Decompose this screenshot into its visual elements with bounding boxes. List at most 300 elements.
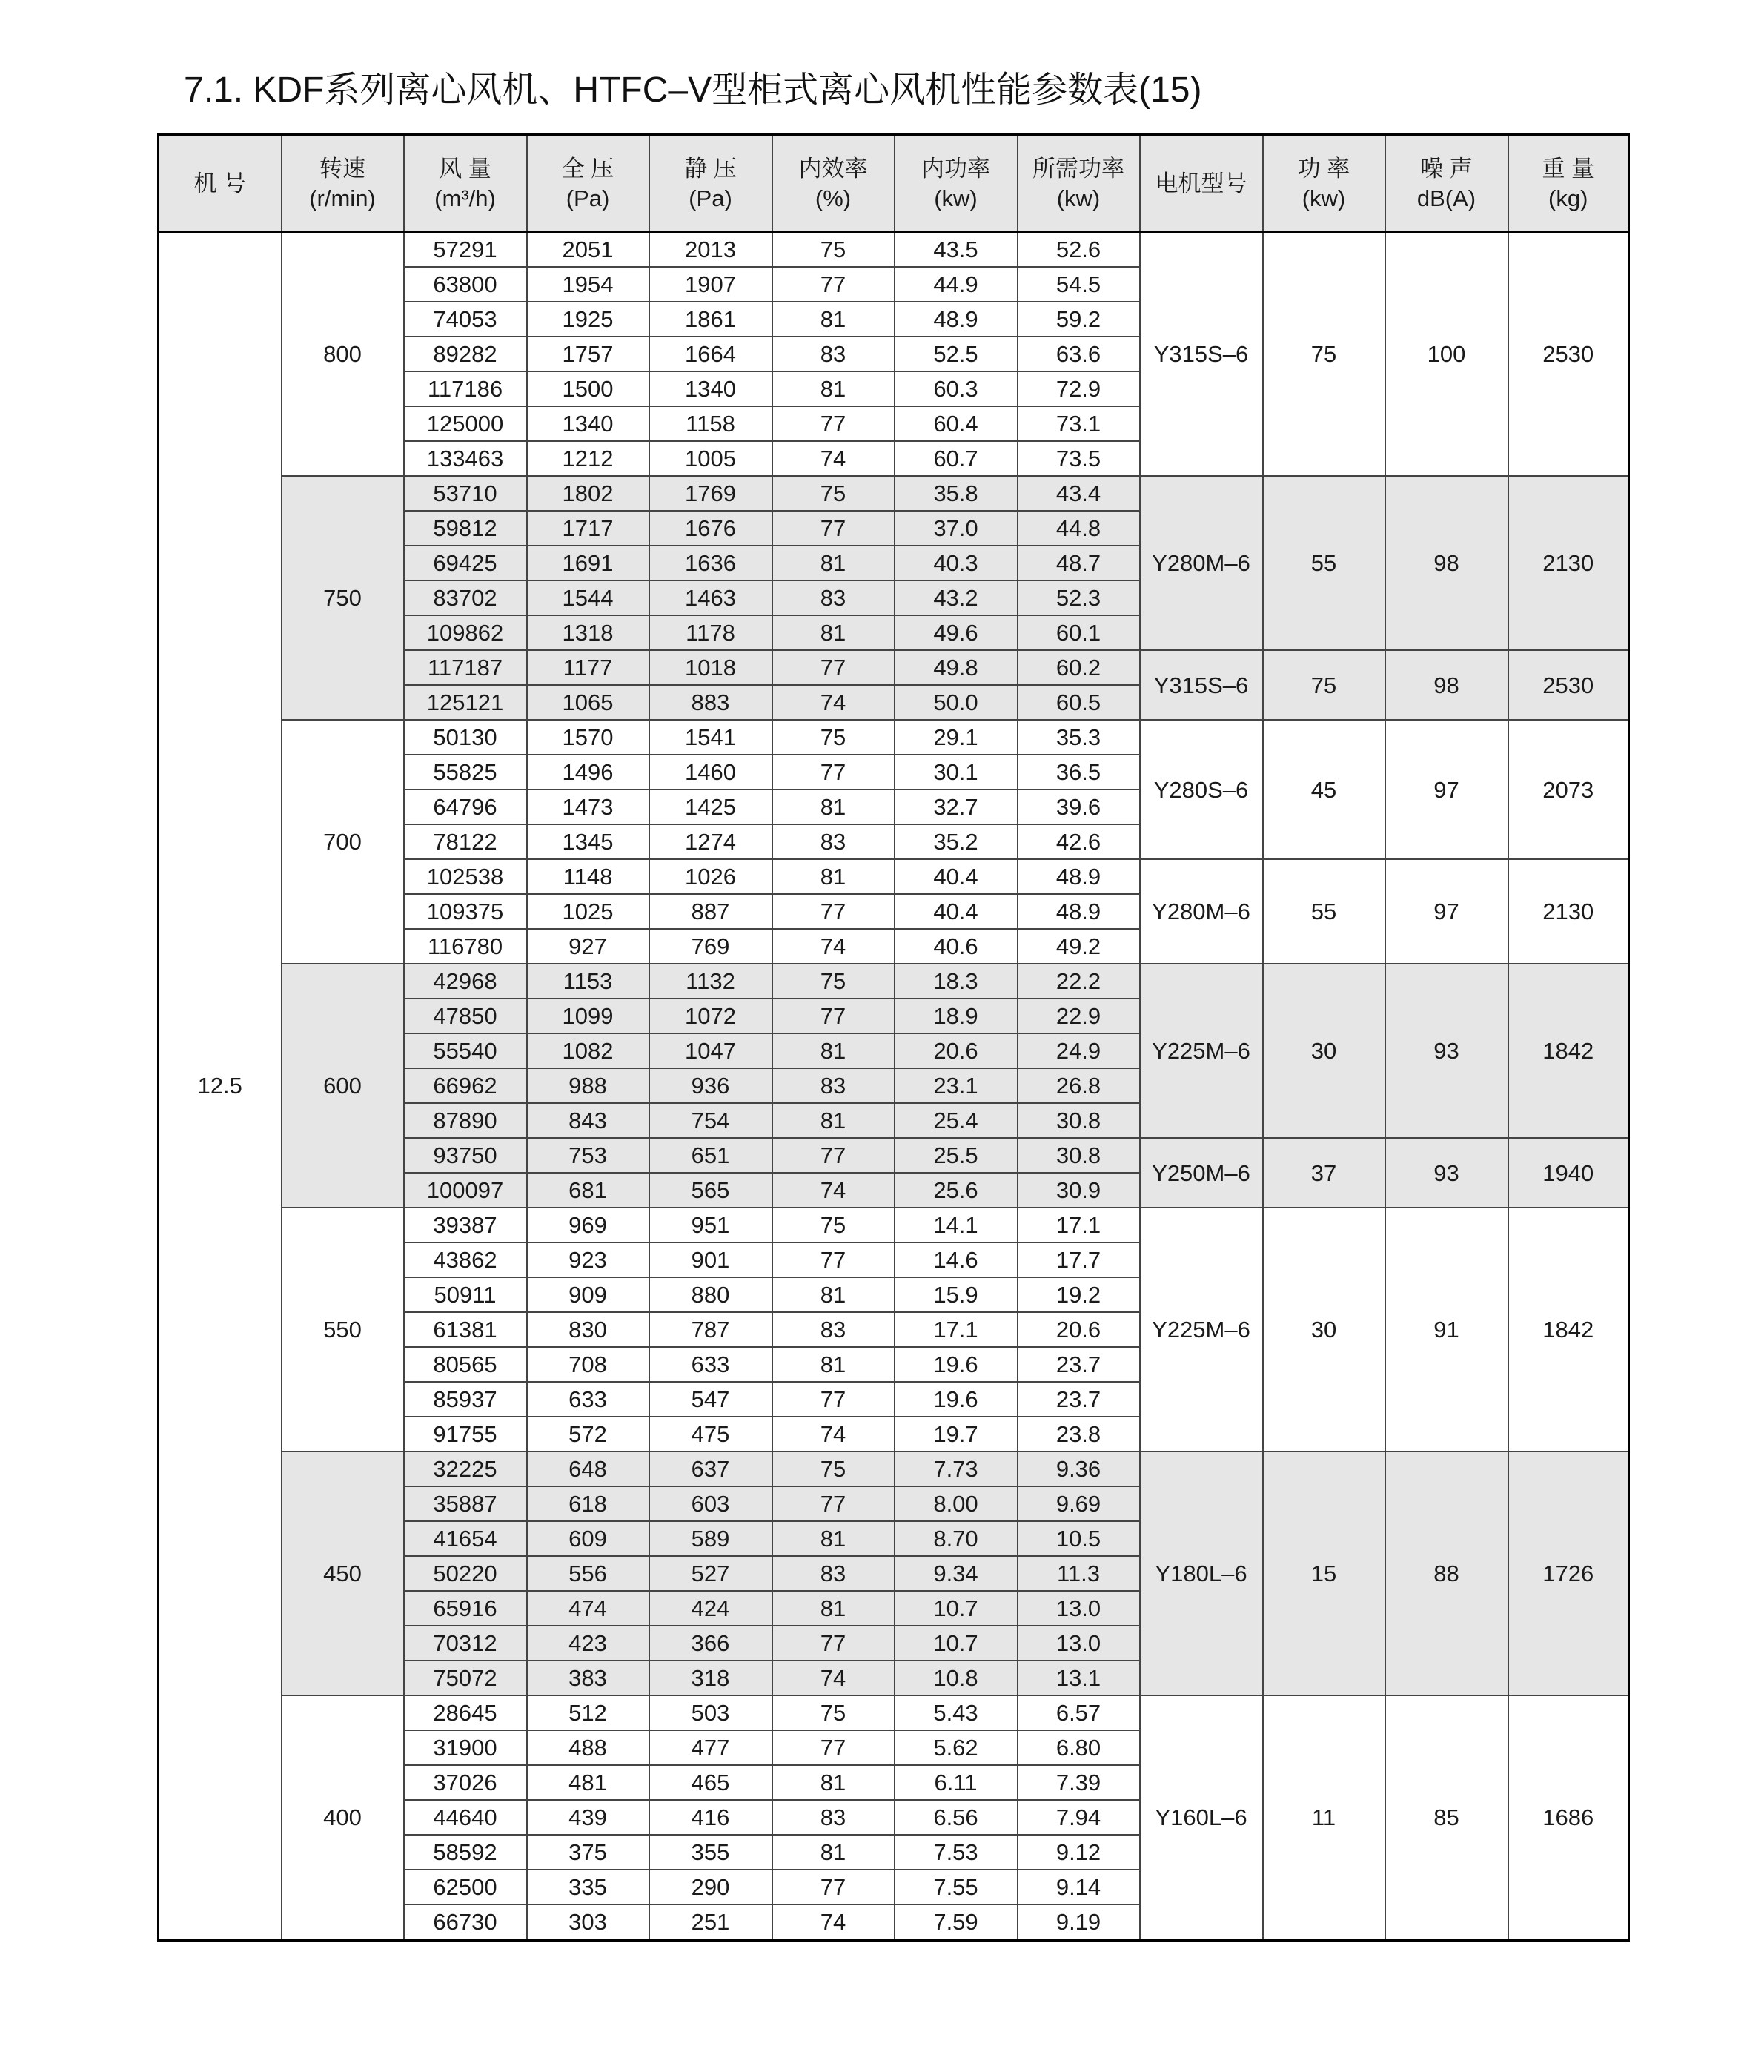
required-power-cell: 63.6 [1018,337,1140,371]
internal-efficiency-cell: 75 [772,1208,895,1242]
static-pressure-cell: 318 [649,1661,772,1695]
static-pressure-cell: 477 [649,1730,772,1765]
header-speed: 转速 (r/min) [282,135,404,232]
internal-efficiency-cell: 83 [772,337,895,371]
internal-power-cell: 30.1 [895,755,1018,790]
total-pressure-cell: 1496 [527,755,649,790]
required-power-cell: 22.2 [1018,964,1140,999]
total-pressure-cell: 1802 [527,476,649,511]
air-volume-cell: 47850 [404,999,527,1033]
speed-cell: 800 [282,232,404,477]
internal-efficiency-cell: 81 [772,302,895,337]
total-pressure-cell: 681 [527,1173,649,1208]
required-power-cell: 43.4 [1018,476,1140,511]
air-volume-cell: 109375 [404,894,527,929]
internal-power-cell: 19.7 [895,1417,1018,1452]
total-pressure-cell: 909 [527,1277,649,1312]
air-volume-cell: 37026 [404,1765,527,1800]
air-volume-cell: 91755 [404,1417,527,1452]
air-volume-cell: 70312 [404,1626,527,1661]
air-volume-cell: 117186 [404,371,527,406]
weight-cell: 2530 [1508,650,1629,720]
internal-efficiency-cell: 77 [772,1730,895,1765]
header-noise: 噪 声 dB(A) [1385,135,1508,232]
air-volume-cell: 66962 [404,1068,527,1103]
air-volume-cell: 93750 [404,1138,527,1173]
weight-cell: 2530 [1508,232,1629,477]
air-volume-cell: 87890 [404,1103,527,1138]
air-volume-cell: 53710 [404,476,527,511]
internal-power-cell: 35.8 [895,476,1018,511]
static-pressure-cell: 880 [649,1277,772,1312]
required-power-cell: 23.8 [1018,1417,1140,1452]
air-volume-cell: 31900 [404,1730,527,1765]
required-power-cell: 30.9 [1018,1173,1140,1208]
internal-power-cell: 37.0 [895,511,1018,546]
internal-power-cell: 50.0 [895,685,1018,720]
air-volume-cell: 59812 [404,511,527,546]
required-power-cell: 20.6 [1018,1312,1140,1347]
static-pressure-cell: 887 [649,894,772,929]
total-pressure-cell: 1148 [527,859,649,894]
required-power-cell: 42.6 [1018,824,1140,859]
air-volume-cell: 69425 [404,546,527,580]
internal-power-cell: 43.5 [895,232,1018,268]
required-power-cell: 39.6 [1018,790,1140,824]
static-pressure-cell: 355 [649,1835,772,1870]
required-power-cell: 60.5 [1018,685,1140,720]
noise-cell: 93 [1385,964,1508,1138]
required-power-cell: 17.1 [1018,1208,1140,1242]
internal-power-cell: 6.56 [895,1800,1018,1835]
total-pressure-cell: 1082 [527,1033,649,1068]
static-pressure-cell: 1072 [649,999,772,1033]
internal-power-cell: 35.2 [895,824,1018,859]
motor-power-cell: 15 [1263,1452,1385,1695]
static-pressure-cell: 1178 [649,615,772,650]
air-volume-cell: 50220 [404,1556,527,1591]
total-pressure-cell: 1757 [527,337,649,371]
total-pressure-cell: 423 [527,1626,649,1661]
motor-model-cell: Y315S–6 [1140,232,1263,477]
air-volume-cell: 102538 [404,859,527,894]
total-pressure-cell: 1025 [527,894,649,929]
air-volume-cell: 133463 [404,441,527,476]
required-power-cell: 30.8 [1018,1103,1140,1138]
total-pressure-cell: 1318 [527,615,649,650]
internal-power-cell: 18.3 [895,964,1018,999]
total-pressure-cell: 969 [527,1208,649,1242]
total-pressure-cell: 1153 [527,964,649,999]
internal-power-cell: 10.7 [895,1591,1018,1626]
internal-efficiency-cell: 74 [772,1661,895,1695]
internal-efficiency-cell: 75 [772,1695,895,1730]
required-power-cell: 19.2 [1018,1277,1140,1312]
total-pressure-cell: 633 [527,1382,649,1417]
internal-power-cell: 52.5 [895,337,1018,371]
static-pressure-cell: 1861 [649,302,772,337]
internal-power-cell: 14.6 [895,1242,1018,1277]
air-volume-cell: 62500 [404,1870,527,1904]
static-pressure-cell: 1541 [649,720,772,755]
header-static-pressure: 静 压 (Pa) [649,135,772,232]
static-pressure-cell: 1460 [649,755,772,790]
required-power-cell: 48.7 [1018,546,1140,580]
internal-power-cell: 19.6 [895,1382,1018,1417]
total-pressure-cell: 753 [527,1138,649,1173]
required-power-cell: 60.1 [1018,615,1140,650]
internal-efficiency-cell: 77 [772,511,895,546]
internal-efficiency-cell: 77 [772,650,895,685]
air-volume-cell: 74053 [404,302,527,337]
static-pressure-cell: 366 [649,1626,772,1661]
air-volume-cell: 50130 [404,720,527,755]
required-power-cell: 11.3 [1018,1556,1140,1591]
air-volume-cell: 100097 [404,1173,527,1208]
air-volume-cell: 116780 [404,929,527,964]
required-power-cell: 48.9 [1018,894,1140,929]
internal-power-cell: 60.3 [895,371,1018,406]
air-volume-cell: 125121 [404,685,527,720]
header-internal-power: 内功率 (kw) [895,135,1018,232]
internal-efficiency-cell: 83 [772,1068,895,1103]
air-volume-cell: 57291 [404,232,527,268]
static-pressure-cell: 769 [649,929,772,964]
internal-efficiency-cell: 75 [772,1452,895,1486]
total-pressure-cell: 1925 [527,302,649,337]
total-pressure-cell: 927 [527,929,649,964]
internal-efficiency-cell: 74 [772,1904,895,1940]
total-pressure-cell: 1717 [527,511,649,546]
internal-efficiency-cell: 83 [772,1556,895,1591]
air-volume-cell: 32225 [404,1452,527,1486]
internal-efficiency-cell: 83 [772,580,895,615]
internal-power-cell: 8.70 [895,1521,1018,1556]
static-pressure-cell: 1636 [649,546,772,580]
internal-power-cell: 9.34 [895,1556,1018,1591]
internal-efficiency-cell: 81 [772,1347,895,1382]
internal-power-cell: 29.1 [895,720,1018,755]
internal-efficiency-cell: 77 [772,1870,895,1904]
internal-power-cell: 40.4 [895,859,1018,894]
air-volume-cell: 117187 [404,650,527,685]
total-pressure-cell: 648 [527,1452,649,1486]
total-pressure-cell: 1345 [527,824,649,859]
static-pressure-cell: 1340 [649,371,772,406]
required-power-cell: 24.9 [1018,1033,1140,1068]
air-volume-cell: 58592 [404,1835,527,1870]
header-air-volume: 风 量 (m³/h) [404,135,527,232]
internal-power-cell: 14.1 [895,1208,1018,1242]
total-pressure-cell: 375 [527,1835,649,1870]
internal-power-cell: 25.5 [895,1138,1018,1173]
static-pressure-cell: 633 [649,1347,772,1382]
air-volume-cell: 85937 [404,1382,527,1417]
total-pressure-cell: 1691 [527,546,649,580]
required-power-cell: 73.1 [1018,406,1140,441]
header-machine-no: 机 号 [159,135,282,232]
internal-efficiency-cell: 83 [772,1800,895,1835]
internal-efficiency-cell: 74 [772,1173,895,1208]
static-pressure-cell: 1664 [649,337,772,371]
air-volume-cell: 42968 [404,964,527,999]
motor-power-cell: 37 [1263,1138,1385,1208]
static-pressure-cell: 1769 [649,476,772,511]
internal-power-cell: 8.00 [895,1486,1018,1521]
internal-efficiency-cell: 81 [772,1765,895,1800]
weight-cell: 2130 [1508,859,1629,964]
internal-power-cell: 15.9 [895,1277,1018,1312]
table-header [159,135,1629,232]
internal-efficiency-cell: 75 [772,720,895,755]
motor-power-cell: 30 [1263,1208,1385,1452]
internal-efficiency-cell: 83 [772,824,895,859]
static-pressure-cell: 475 [649,1417,772,1452]
required-power-cell: 9.14 [1018,1870,1140,1904]
internal-power-cell: 6.11 [895,1765,1018,1800]
motor-model-cell: Y225M–6 [1140,964,1263,1138]
required-power-cell: 35.3 [1018,720,1140,755]
weight-cell: 1842 [1508,1208,1629,1452]
static-pressure-cell: 547 [649,1382,772,1417]
weight-cell: 1726 [1508,1452,1629,1695]
total-pressure-cell: 1954 [527,267,649,302]
total-pressure-cell: 556 [527,1556,649,1591]
table-row [159,964,1629,999]
static-pressure-cell: 1907 [649,267,772,302]
noise-cell: 100 [1385,232,1508,477]
static-pressure-cell: 883 [649,685,772,720]
internal-power-cell: 10.8 [895,1661,1018,1695]
air-volume-cell: 61381 [404,1312,527,1347]
total-pressure-cell: 618 [527,1486,649,1521]
static-pressure-cell: 651 [649,1138,772,1173]
required-power-cell: 30.8 [1018,1138,1140,1173]
internal-efficiency-cell: 77 [772,406,895,441]
total-pressure-cell: 1544 [527,580,649,615]
motor-power-cell: 45 [1263,720,1385,859]
required-power-cell: 59.2 [1018,302,1140,337]
internal-power-cell: 23.1 [895,1068,1018,1103]
header-motor-model: 电机型号 [1140,135,1263,232]
table-row [159,232,1629,268]
required-power-cell: 17.7 [1018,1242,1140,1277]
internal-efficiency-cell: 75 [772,232,895,268]
required-power-cell: 13.0 [1018,1591,1140,1626]
internal-efficiency-cell: 83 [772,1312,895,1347]
internal-power-cell: 40.4 [895,894,1018,929]
motor-power-cell: 55 [1263,859,1385,964]
required-power-cell: 7.39 [1018,1765,1140,1800]
total-pressure-cell: 1570 [527,720,649,755]
static-pressure-cell: 603 [649,1486,772,1521]
required-power-cell: 49.2 [1018,929,1140,964]
internal-power-cell: 7.73 [895,1452,1018,1486]
internal-power-cell: 43.2 [895,580,1018,615]
noise-cell: 98 [1385,476,1508,650]
air-volume-cell: 109862 [404,615,527,650]
motor-model-cell: Y280S–6 [1140,720,1263,859]
weight-cell: 2130 [1508,476,1629,650]
noise-cell: 97 [1385,859,1508,964]
noise-cell: 85 [1385,1695,1508,1940]
required-power-cell: 60.2 [1018,650,1140,685]
internal-power-cell: 7.55 [895,1870,1018,1904]
internal-efficiency-cell: 77 [772,999,895,1033]
air-volume-cell: 83702 [404,580,527,615]
total-pressure-cell: 843 [527,1103,649,1138]
static-pressure-cell: 1132 [649,964,772,999]
total-pressure-cell: 2051 [527,232,649,268]
total-pressure-cell: 609 [527,1521,649,1556]
speed-cell: 450 [282,1452,404,1695]
air-volume-cell: 89282 [404,337,527,371]
internal-power-cell: 7.53 [895,1835,1018,1870]
header-total-pressure: 全 压 (Pa) [527,135,649,232]
required-power-cell: 9.12 [1018,1835,1140,1870]
required-power-cell: 22.9 [1018,999,1140,1033]
header-internal-efficiency: 内效率 (%) [772,135,895,232]
internal-efficiency-cell: 77 [772,755,895,790]
static-pressure-cell: 787 [649,1312,772,1347]
internal-power-cell: 44.9 [895,267,1018,302]
motor-model-cell: Y315S–6 [1140,650,1263,720]
weight-cell: 2073 [1508,720,1629,859]
static-pressure-cell: 1425 [649,790,772,824]
internal-efficiency-cell: 77 [772,1138,895,1173]
motor-power-cell: 30 [1263,964,1385,1138]
static-pressure-cell: 1158 [649,406,772,441]
internal-efficiency-cell: 81 [772,1521,895,1556]
internal-power-cell: 10.7 [895,1626,1018,1661]
static-pressure-cell: 1005 [649,441,772,476]
noise-cell: 97 [1385,720,1508,859]
speed-cell: 700 [282,720,404,964]
static-pressure-cell: 416 [649,1800,772,1835]
table-row [159,1695,1629,1730]
internal-power-cell: 48.9 [895,302,1018,337]
required-power-cell: 13.0 [1018,1626,1140,1661]
internal-efficiency-cell: 75 [772,964,895,999]
noise-cell: 93 [1385,1138,1508,1208]
table-row [159,476,1629,511]
static-pressure-cell: 589 [649,1521,772,1556]
motor-model-cell: Y280M–6 [1140,859,1263,964]
internal-power-cell: 40.6 [895,929,1018,964]
air-volume-cell: 50911 [404,1277,527,1312]
required-power-cell: 72.9 [1018,371,1140,406]
required-power-cell: 36.5 [1018,755,1140,790]
required-power-cell: 52.3 [1018,580,1140,615]
static-pressure-cell: 1274 [649,824,772,859]
total-pressure-cell: 708 [527,1347,649,1382]
required-power-cell: 13.1 [1018,1661,1140,1695]
total-pressure-cell: 512 [527,1695,649,1730]
total-pressure-cell: 572 [527,1417,649,1452]
internal-efficiency-cell: 77 [772,1242,895,1277]
total-pressure-cell: 1212 [527,441,649,476]
internal-power-cell: 40.3 [895,546,1018,580]
static-pressure-cell: 251 [649,1904,772,1940]
header-motor-power: 功 率 (kw) [1263,135,1385,232]
total-pressure-cell: 335 [527,1870,649,1904]
internal-power-cell: 25.6 [895,1173,1018,1208]
motor-power-cell: 75 [1263,232,1385,477]
total-pressure-cell: 1500 [527,371,649,406]
page-title: 7.1. KDF系列离心风机、HTFC–V型柜式离心风机性能参数表(15) [184,70,1202,110]
air-volume-cell: 64796 [404,790,527,824]
static-pressure-cell: 901 [649,1242,772,1277]
internal-power-cell: 18.9 [895,999,1018,1033]
air-volume-cell: 35887 [404,1486,527,1521]
static-pressure-cell: 290 [649,1870,772,1904]
table-row [159,720,1629,755]
total-pressure-cell: 1340 [527,406,649,441]
internal-efficiency-cell: 81 [772,615,895,650]
internal-power-cell: 60.4 [895,406,1018,441]
internal-power-cell: 32.7 [895,790,1018,824]
machine-no-cell: 12.5 [159,232,282,1941]
internal-efficiency-cell: 74 [772,1417,895,1452]
total-pressure-cell: 1177 [527,650,649,685]
internal-power-cell: 49.6 [895,615,1018,650]
internal-power-cell: 19.6 [895,1347,1018,1382]
required-power-cell: 52.6 [1018,232,1140,268]
noise-cell: 98 [1385,650,1508,720]
internal-efficiency-cell: 77 [772,1486,895,1521]
air-volume-cell: 78122 [404,824,527,859]
air-volume-cell: 55540 [404,1033,527,1068]
motor-power-cell: 11 [1263,1695,1385,1940]
total-pressure-cell: 474 [527,1591,649,1626]
total-pressure-cell: 923 [527,1242,649,1277]
static-pressure-cell: 951 [649,1208,772,1242]
internal-power-cell: 5.62 [895,1730,1018,1765]
required-power-cell: 9.69 [1018,1486,1140,1521]
required-power-cell: 10.5 [1018,1521,1140,1556]
air-volume-cell: 43862 [404,1242,527,1277]
required-power-cell: 44.8 [1018,511,1140,546]
internal-efficiency-cell: 81 [772,1835,895,1870]
internal-power-cell: 17.1 [895,1312,1018,1347]
internal-efficiency-cell: 81 [772,546,895,580]
speed-cell: 400 [282,1695,404,1940]
internal-efficiency-cell: 81 [772,1103,895,1138]
required-power-cell: 7.94 [1018,1800,1140,1835]
static-pressure-cell: 1676 [649,511,772,546]
air-volume-cell: 63800 [404,267,527,302]
static-pressure-cell: 1047 [649,1033,772,1068]
motor-model-cell: Y280M–6 [1140,476,1263,650]
internal-efficiency-cell: 81 [772,790,895,824]
header-row [159,135,1629,232]
static-pressure-cell: 754 [649,1103,772,1138]
table-row [159,1452,1629,1486]
total-pressure-cell: 1065 [527,685,649,720]
air-volume-cell: 55825 [404,755,527,790]
static-pressure-cell: 1026 [649,859,772,894]
air-volume-cell: 75072 [404,1661,527,1695]
motor-model-cell: Y180L–6 [1140,1452,1263,1695]
total-pressure-cell: 1099 [527,999,649,1033]
speed-cell: 750 [282,476,404,720]
static-pressure-cell: 637 [649,1452,772,1486]
internal-power-cell: 5.43 [895,1695,1018,1730]
static-pressure-cell: 465 [649,1765,772,1800]
static-pressure-cell: 936 [649,1068,772,1103]
air-volume-cell: 39387 [404,1208,527,1242]
weight-cell: 1686 [1508,1695,1629,1940]
